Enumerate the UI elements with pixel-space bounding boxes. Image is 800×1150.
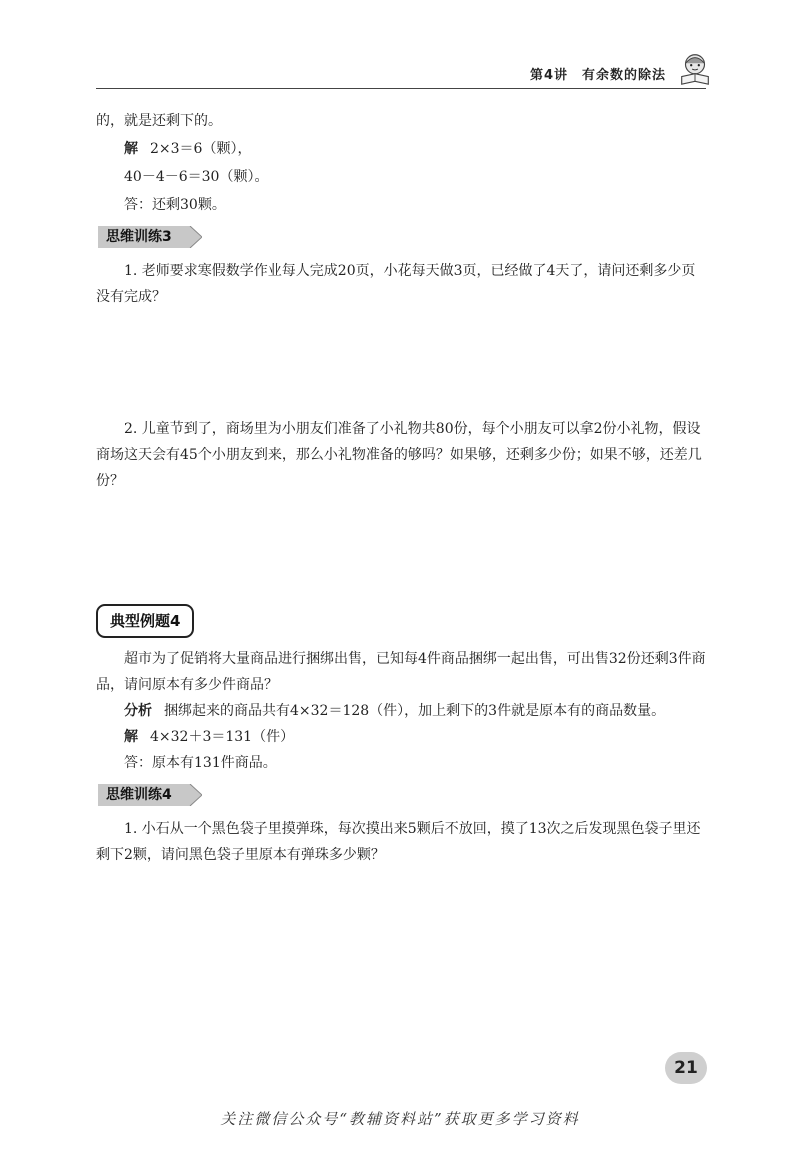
- solution-line: 40－4－6＝30（颗）。: [124, 169, 269, 185]
- training-title-badge: [98, 784, 182, 806]
- footer-watermark: 关注微信公众号“教辅资料站”获取更多学习资料: [220, 1110, 580, 1128]
- solution-label: 解: [124, 141, 138, 157]
- training-title: 思维训练3: [106, 229, 172, 245]
- training-title: 思维训练4: [106, 787, 172, 803]
- mascot-icon: [676, 50, 714, 88]
- example-question: 超市为了促销将大量商品进行捆绑出售，已知每4件商品捆绑一起出售，可出售32份还剩3件商品，请问原本有多少件商品？: [96, 651, 706, 693]
- question: 1. 老师要求寒假数学作业每人完成20页，小花每天做3页，已经做了4天了，请问还剩多少页没有完成？: [96, 263, 696, 305]
- analysis-text: 捆绑起来的商品共有4×32＝128（件），加上剩下的3件就是原本有的商品数量。: [164, 703, 666, 719]
- solution-line: 2×3＝6（颗），: [150, 141, 252, 157]
- page-content: [96, 108, 708, 868]
- example-section: [96, 604, 708, 638]
- training-section: [96, 782, 708, 808]
- solution-line: 4×32＋3＝131（件）: [150, 729, 295, 745]
- example-title: 典型例题4: [96, 604, 194, 638]
- answer-line: 答：还剩30颗。: [124, 197, 226, 213]
- page-header: [96, 58, 706, 89]
- intro-solution: [96, 136, 708, 162]
- solution-label: 解: [124, 729, 138, 745]
- chapter-title: 第4讲 有余数的除法: [529, 68, 666, 83]
- example-solution: [96, 724, 708, 750]
- training-section: [96, 224, 708, 250]
- training-title-badge: [98, 226, 182, 248]
- analysis-label: 分析: [124, 703, 152, 719]
- analysis-line: [96, 698, 708, 724]
- arrow-tab-icon: [182, 784, 202, 806]
- answer-line: 答：原本有131件商品。: [124, 755, 277, 771]
- question: 2. 儿童节到了，商场里为小朋友们准备了小礼物共80份，每个小朋友可以拿2份小礼物，假设商场这天会有45个小朋友到来，那么小礼物准备的够吗？如果够，还剩多少份；如果不够，还差几份？: [96, 421, 702, 489]
- page-number: 21: [665, 1052, 707, 1084]
- arrow-tab-icon: [182, 226, 202, 248]
- intro-line: 的，就是还剩下的。: [96, 113, 222, 129]
- question: 1. 小石从一个黑色袋子里摸弹珠，每次摸出来5颗后不放回，摸了13次之后发现黑色袋子里还剩下2颗，请问黑色袋子里原本有弹珠多少颗？: [96, 821, 701, 863]
